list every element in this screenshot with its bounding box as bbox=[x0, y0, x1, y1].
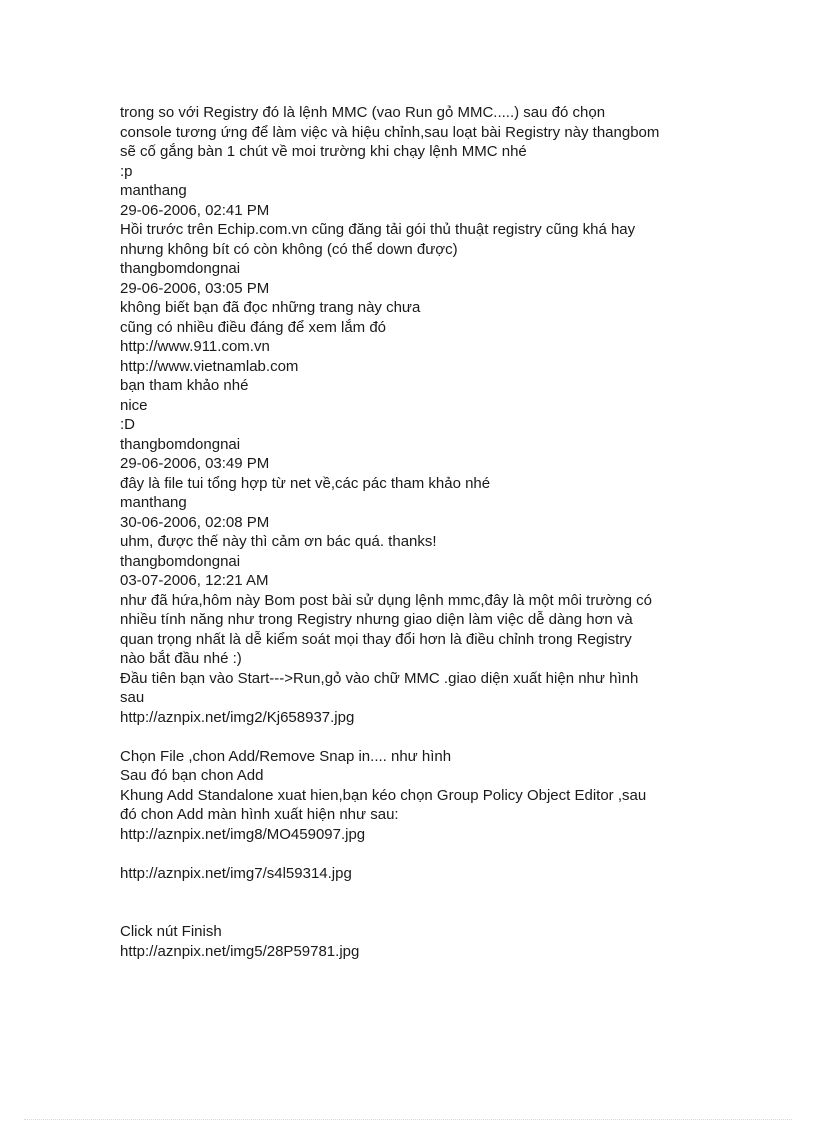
text-line: console tương ứng để làm việc và hiệu chỉnh,sau loạt bài Registry này thangbom bbox=[120, 123, 660, 141]
text-line: không biết bạn đã đọc những trang này chưa bbox=[120, 299, 421, 316]
document-body bbox=[120, 103, 710, 961]
text-line: manthang bbox=[120, 494, 187, 511]
text-line: 03-07-2006, 12:21 AM bbox=[120, 572, 269, 589]
text-line: nice bbox=[120, 396, 148, 414]
text-line: bạn tham khảo nhé bbox=[120, 377, 249, 394]
blank-line bbox=[120, 727, 710, 747]
text-line: http://aznpix.net/img5/28P59781.jpg bbox=[120, 942, 360, 960]
blank-line bbox=[120, 903, 710, 923]
text-line: sau bbox=[120, 689, 145, 706]
text-line: 29-06-2006, 02:41 PM bbox=[120, 201, 270, 219]
text-line: Khung Add Standalone xuat hien,bạn kéo chọn Group Policy Object Editor ,sau bbox=[120, 786, 647, 804]
text-line: http://aznpix.net/img7/s4l59314.jpg bbox=[120, 864, 352, 882]
text-line: Hồi trước trên Echip.com.vn cũng đăng tải gói thủ thuật registry cũng khá hay bbox=[120, 221, 636, 238]
text-line: manthang bbox=[120, 182, 187, 199]
text-line: http://www.911.com.vn bbox=[120, 338, 270, 355]
text-line: thangbomdongnai bbox=[120, 552, 241, 570]
text-line: cũng có nhiều điều đáng để xem lắm đó bbox=[120, 318, 387, 336]
text-line: http://www.vietnamlab.com bbox=[120, 357, 299, 375]
text-line: Đầu tiên bạn vào Start--->Run,gỏ vào chữ MMC .giao diện xuất hiện như hình bbox=[120, 669, 639, 687]
text-line: quan trọng nhất là dễ kiểm soát mọi thay đổi hơn là điều chỉnh trong Registry bbox=[120, 630, 632, 648]
text-line: Chọn File ,chon Add/Remove Snap in.... như hình bbox=[120, 747, 452, 765]
page-bottom-divider bbox=[24, 1119, 792, 1120]
blank-line bbox=[120, 844, 710, 864]
text-line: 29-06-2006, 03:05 PM bbox=[120, 279, 270, 297]
text-line: :p bbox=[120, 162, 133, 180]
text-line: http://aznpix.net/img8/MO459097.jpg bbox=[120, 825, 366, 843]
text-line: sẽ cố gắng bàn 1 chút về moi trường khi chạy lệnh MMC nhé bbox=[120, 143, 527, 160]
text-line: 30-06-2006, 02:08 PM bbox=[120, 513, 270, 531]
text-line: nhưng không bít có còn không (có thể down được) bbox=[120, 240, 458, 258]
text-line: Click nút Finish bbox=[120, 923, 222, 940]
blank-line bbox=[120, 883, 710, 903]
text-line: uhm, được thế này thì cảm ơn bác quá. thanks! bbox=[120, 533, 437, 550]
text-line: :D bbox=[120, 416, 135, 433]
text-line: 29-06-2006, 03:49 PM bbox=[120, 455, 270, 472]
text-line: nhiều tính năng như trong Registry nhưng giao diện làm việc dễ dàng hơn và bbox=[120, 611, 633, 628]
text-line: thangbomdongnai bbox=[120, 260, 241, 277]
text-line: Sau đó bạn chon Add bbox=[120, 767, 264, 784]
text-line: nào bắt đầu nhé :) bbox=[120, 650, 242, 667]
text-line: đó chon Add màn hình xuất hiện như sau: bbox=[120, 806, 399, 823]
text-line: trong so với Registry đó là lệnh MMC (vao Run gỏ MMC.....) sau đó chọn bbox=[120, 104, 606, 121]
text-line: thangbomdongnai bbox=[120, 435, 241, 453]
text-line: http://aznpix.net/img2/Kj658937.jpg bbox=[120, 708, 355, 726]
text-line: như đã hứa,hôm này Bom post bài sử dụng lệnh mmc,đây là một môi trường có bbox=[120, 591, 652, 609]
text-line: đây là file tui tổng hợp từ net về,các pác tham khảo nhé bbox=[120, 474, 491, 492]
